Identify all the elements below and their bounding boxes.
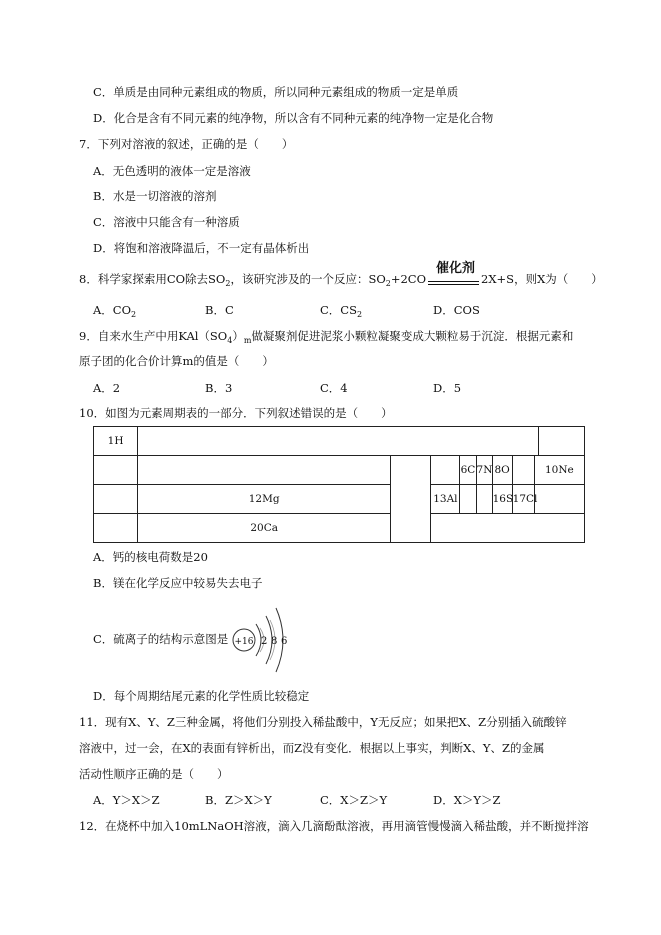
q6-option-c: C．单质是由同种元素组成的物质，所以同种元素组成的物质一定是单质: [93, 85, 459, 99]
cell-10ne: 10Ne: [534, 456, 584, 485]
q7-option-b: B．水是一切溶液的溶剂: [93, 189, 217, 203]
q11-stem-line1: 11．现有X、Y、Z三种金属，将他们分别投入稀盐酸中，Y无反应；如果把X、Z分别插入硫酸锌: [79, 715, 567, 729]
q10-stem: 10．如图为元素周期表的一部分．下列叙述错误的是（ ）: [79, 406, 393, 420]
q7-option-c: C．溶液中只能含有一种溶质: [93, 215, 240, 229]
cell-13al: 13Al: [431, 485, 460, 514]
catalyst-arrow: [426, 261, 481, 287]
periodic-table: [93, 426, 585, 543]
q11-option-d: D．X＞Y＞Z: [433, 793, 501, 807]
cell-8o: 8O: [492, 456, 512, 485]
sulfur-ion-structure-diagram: [232, 602, 292, 674]
cell-12mg: 12Mg: [138, 485, 391, 514]
cell-20ca: 20Ca: [138, 514, 391, 543]
q9-option-d: D．5: [433, 381, 462, 395]
q11-stem-line2: 溶液中，过一会，在X的表面有锌析出，而Z没有变化．根据以上事实，判断X、Y、Z的金属: [79, 741, 545, 755]
q9-option-c: C．4: [320, 381, 348, 395]
catalyst-label: 催化剂: [436, 261, 476, 276]
q9-option-a: A．2: [93, 381, 121, 395]
q9-stem-line2: 原子团的化合价计算m的值是（ ）: [79, 354, 274, 368]
cell-16s: 16S: [492, 485, 512, 514]
cell-17cl: 17Cl: [512, 485, 534, 514]
q8-stem: 8．科学家探索用CO除去$SO_2$，该研究涉及的一个反应：$SO_2+2CO$ 催化剂 2X+S，则X为（ ）: [79, 261, 603, 288]
q7-stem: 7．下列对溶液的叙述，正确的是（ ）: [79, 137, 294, 151]
nucleus-charge: +16: [234, 637, 254, 647]
q6-option-d: D．化合是含有不同元素的纯净物，所以含有不同种元素的纯净物一定是化合物: [93, 111, 494, 125]
shell-1-count: 2: [261, 636, 268, 647]
q8-option-c: C．$CS_2$: [320, 303, 363, 319]
q10-option-c: C．硫离子的结构示意图是: [93, 632, 229, 646]
cell-6c: 6C: [460, 456, 476, 485]
q7-option-d: D．将饱和溶液降温后，不一定有晶体析出: [93, 241, 310, 255]
q10-option-a: A．钙的核电荷数是20: [93, 550, 208, 564]
q12-stem-line1: 12．在烧杯中加入10mLNaOH溶液，滴入几滴酚酞溶液，再用滴管慢慢滴入稀盐酸，并不断搅拌溶: [79, 819, 589, 833]
q9-stem: 9．自来水生产中用$KAl(SO_4)_m$做凝聚剂促进泥浆小颗粒凝聚变成大颗粒易于沉淀．根据元素和: [79, 329, 574, 345]
shell-3-count: 6: [281, 636, 288, 647]
cell-7n: 7N: [476, 456, 492, 485]
q11-stem-line3: 活动性顺序正确的是（ ）: [79, 767, 229, 781]
q10-option-b: B．镁在化学反应中较易失去电子: [93, 576, 263, 590]
q10-option-d: D．每个周期结尾元素的化学性质比较稳定: [93, 689, 310, 703]
q8-option-a: A．$CO_2$: [93, 303, 137, 319]
q8-option-d: D．COS: [433, 303, 480, 317]
q7-option-a: A．无色透明的液体一定是溶液: [93, 164, 251, 178]
q11-option-a: A．Y＞X＞Z: [93, 793, 160, 807]
q11-option-c: C．X＞Z＞Y: [320, 793, 388, 807]
shell-2-count: 8: [271, 636, 278, 647]
q9-option-b: B．3: [205, 381, 233, 395]
q8-option-b: B．C: [205, 303, 234, 317]
q11-option-b: B．Z＞X＞Y: [205, 793, 272, 807]
cell-1h: 1H: [94, 427, 138, 456]
